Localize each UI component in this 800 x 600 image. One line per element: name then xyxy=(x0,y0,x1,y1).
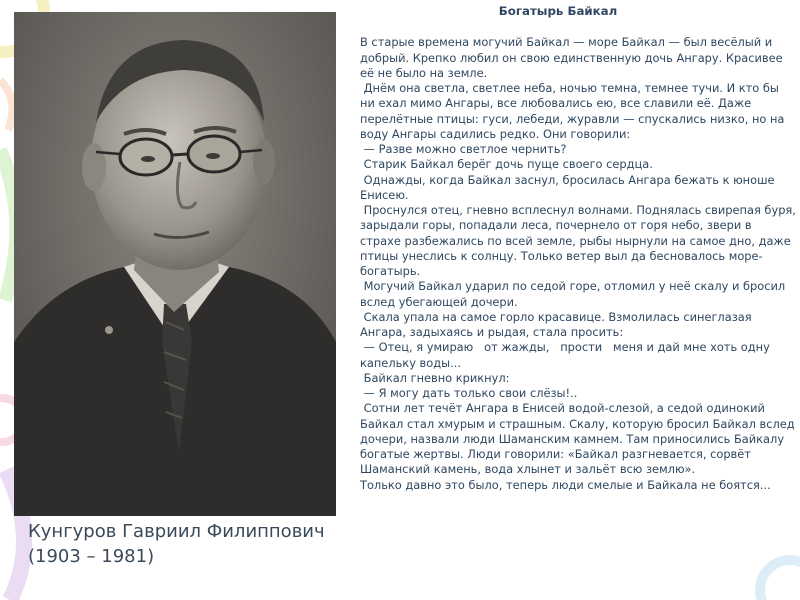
portrait-caption xyxy=(28,519,358,569)
story-paragraph: Скала упала на самое горло красавице. Взмолилась синеглазая Ангара, задыхаясь и рыдая, стала просить: xyxy=(360,309,756,339)
story-paragraph: Могучий Байкал ударил по седой горе, отломил у неё скалу и бросил вслед убегающей дочери. xyxy=(360,279,789,309)
person-years: (1903 – 1981) xyxy=(28,546,155,567)
story-text-block xyxy=(360,4,800,493)
story-paragraph: Сотни лет течёт Ангара в Енисей водой-слезой, а седой одинокий Байкал стал хмурым и страшным. Скалу, которую бросил Байкал вслед дочери, назвали люди Шаманским камнем. Там приносились Байкалу богатые жертвы. Люди говорили: «Байкал разгневается, сорвёт Шаманский камень, вода хлынет и зальёт всю землю». xyxy=(360,401,799,477)
story-paragraph: Старик Байкал берёг дочь пуще своего сердца. xyxy=(360,157,653,172)
story-paragraph: Байкал гневно крикнул: xyxy=(360,370,510,385)
story-paragraph: — Отец, я умираю от жажды, прости меня и дай мне хоть одну капельку воды... xyxy=(360,340,774,370)
story-paragraph: — Разве можно светлое чернить? xyxy=(360,142,567,156)
story-paragraph: В старые времена могучий Байкал — море Байкал — был весёлый и добрый. Крепко любил он свою единственную дочь Ангару. Красивее её не было на земле. xyxy=(360,35,787,80)
person-name: Кунгуров Гавриил Филиппович xyxy=(28,521,325,542)
story-paragraph: Днём она светла, светлее неба, ночью темна, темнее тучи. И кто бы ни ехал мимо Ангары, все любовались ею, все славили её. Даже перелётные птицы: гуси, лебеди, журавли — спускались низко, но на воду Ангары садились редко. Они говорили: xyxy=(360,81,789,141)
story-paragraph: Только давно это было, теперь люди смелые и Байкала не боятся... xyxy=(360,477,771,492)
story-paragraph: Однажды, когда Байкал заснул, бросилась Ангара бежать к юноше Енисею. xyxy=(360,172,779,202)
story-paragraph: Проснулся отец, гневно всплеснул волнами. Поднялась свирепая буря, зарыдали горы, попадали леса, почернело от горя небо, звери в страхе разбежались по всей земле, рыбы нырнули на самое дно, даже птицы унеслись к солнцу. Только ветер выл да бесновалось море-богатырь. xyxy=(360,203,800,278)
portrait-photo xyxy=(14,12,336,516)
story-title: Богатырь Байкал xyxy=(498,4,618,18)
story-paragraph: — Я могу дать только свои слёзы!.. xyxy=(360,386,578,400)
